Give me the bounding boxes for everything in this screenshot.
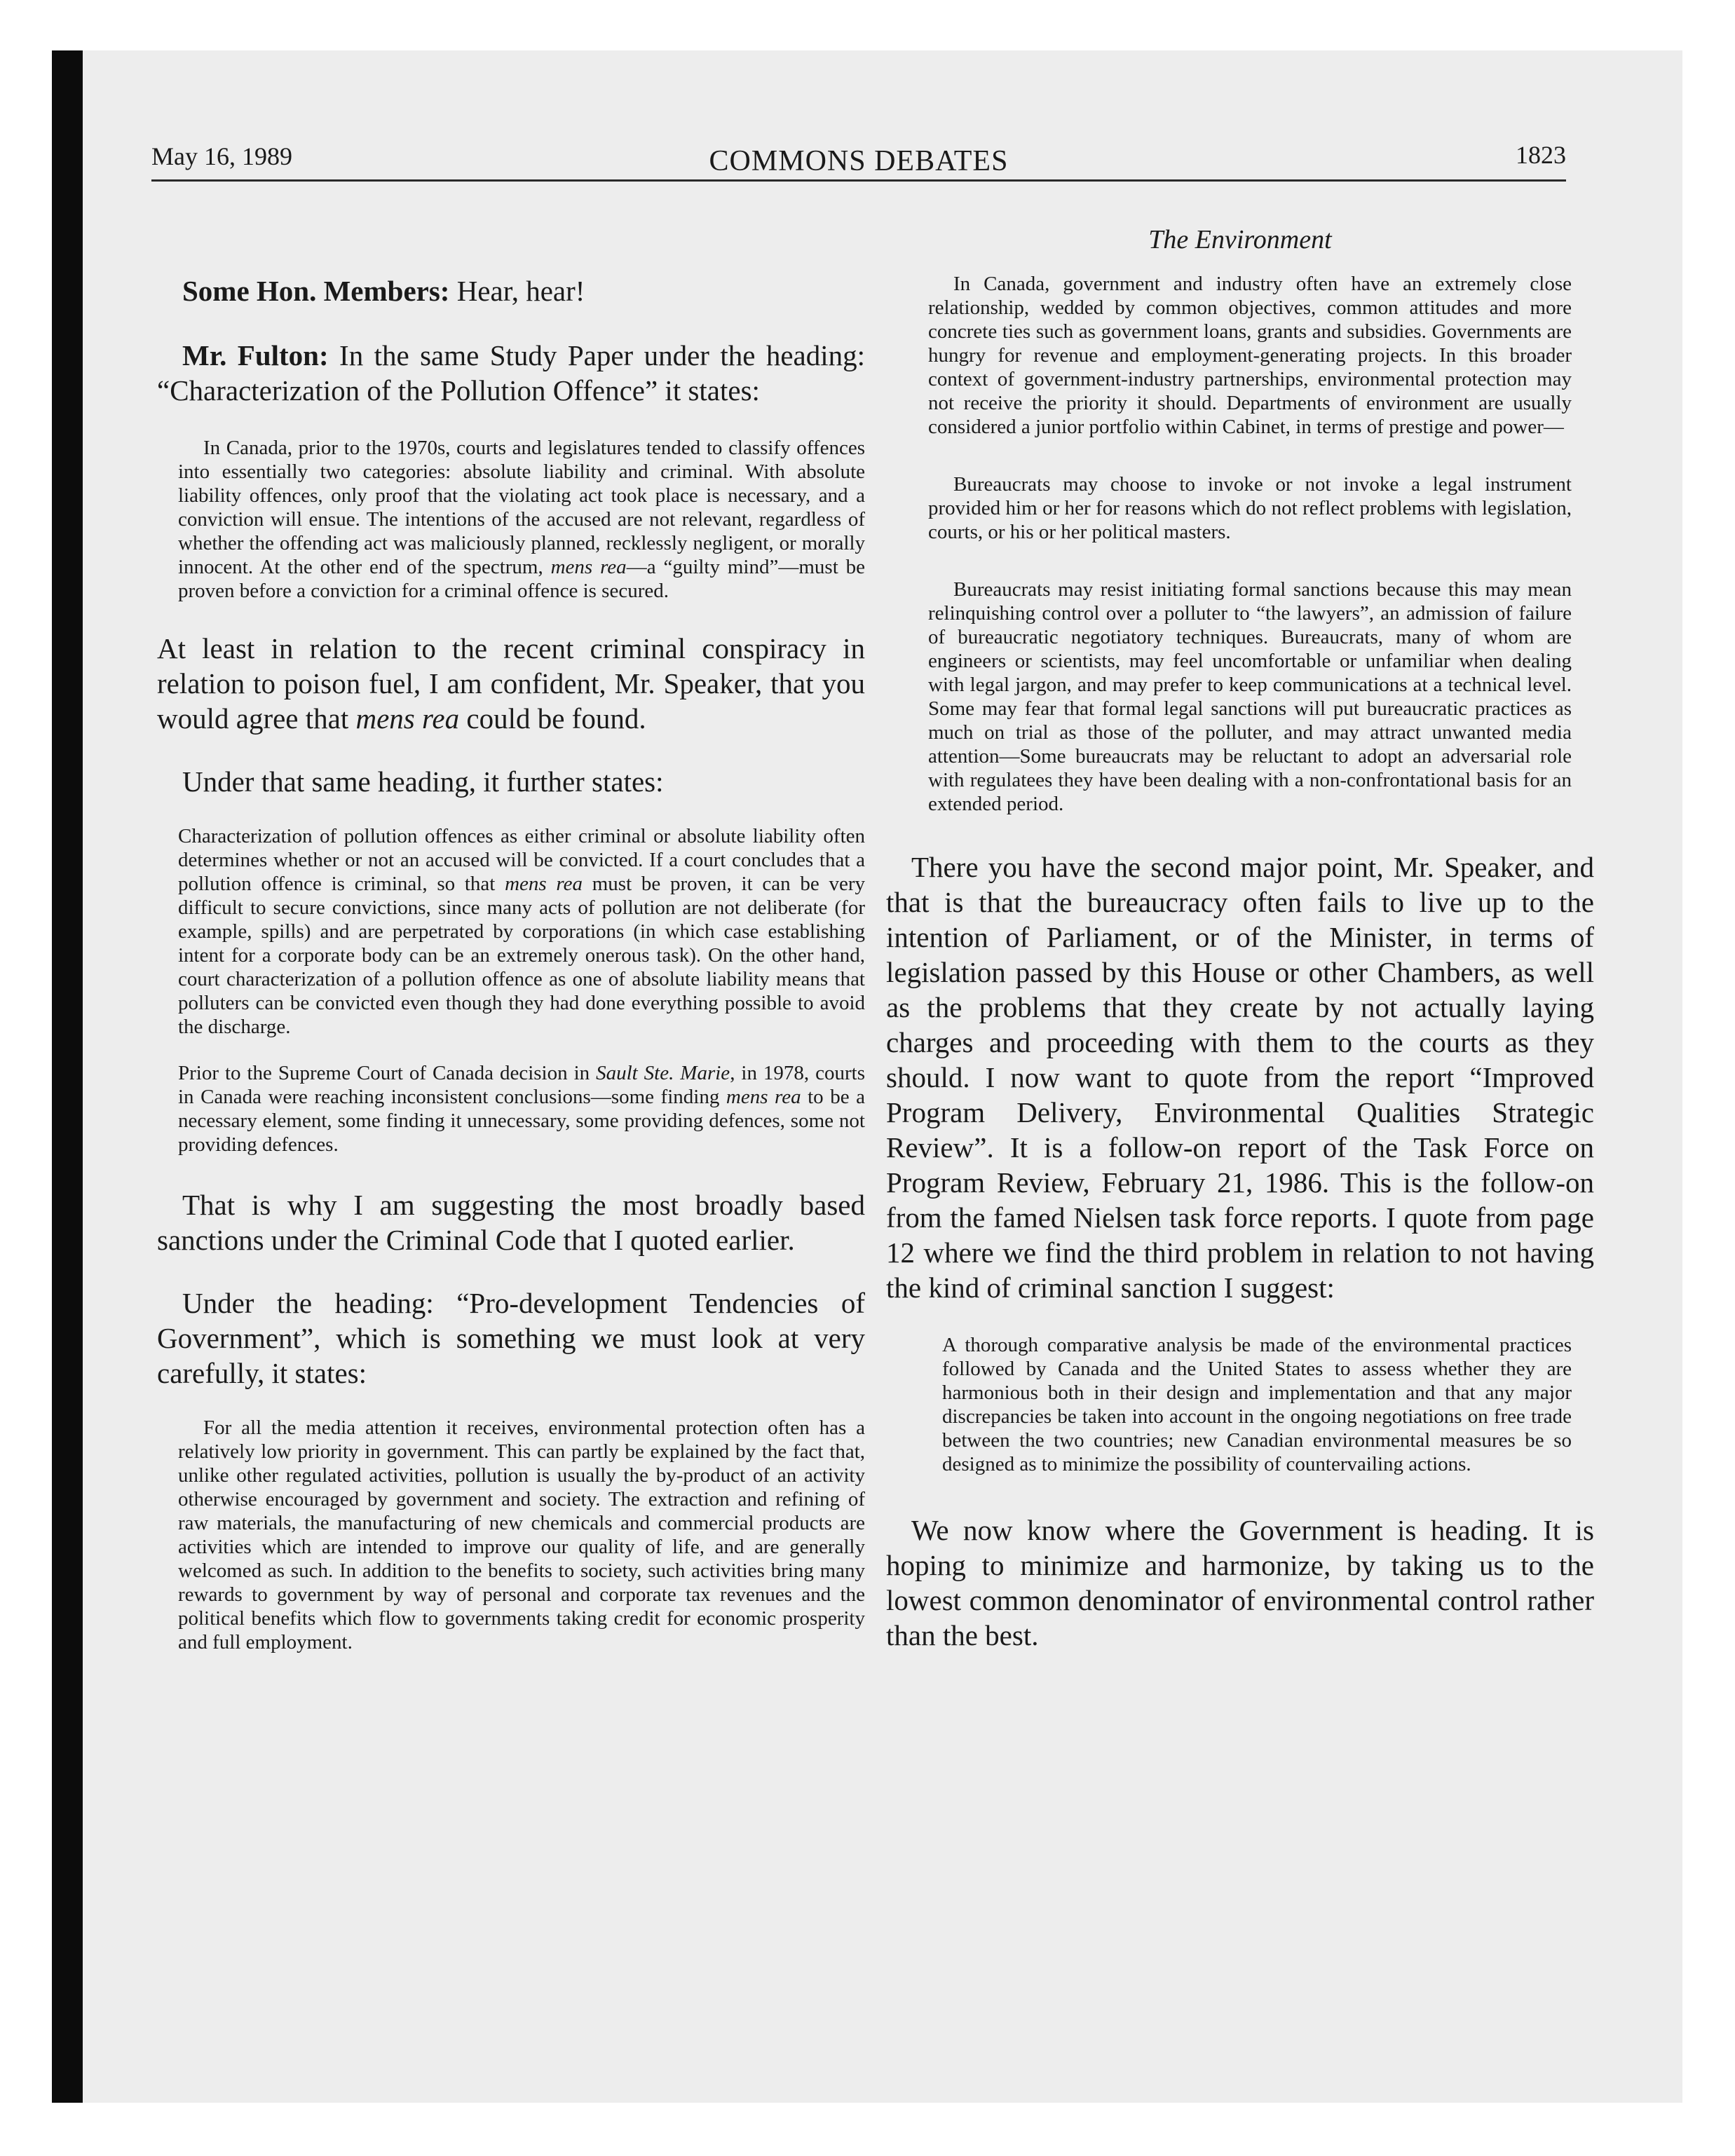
quote-bureaucrats-resist: Bureaucrats may resist initiating formal sanctions because this may mean relinquishing control over a polluter to “the lawyers”, an admission of failure of bureaucratic negotiatory techniques. Bureaucrats, many of whom are engineers or scientists, may feel uncomfortable or unfamiliar when dealing with legal jargon, and may prefer to keep communications at a technical level. Some may fear that formal legal sanctions will put bureaucratic practices as much on trial as those of the polluter, and may attract unwanted media attention—Some bureaucrats may be reluctant to adopt an adversarial role with regulatees they have been dealing with a non-confrontational basis for an extended period. (928, 578, 1572, 815)
paragraph-fulton (157, 338, 865, 408)
speech-text: In the same Study Paper under the heading: “Characterization of the Pollution Offence” it states: (157, 339, 866, 407)
header-page-number: 1823 (1516, 141, 1566, 169)
speaker-name: Mr. Fulton: (182, 339, 329, 371)
quote-government-industry: In Canada, government and industry often have an extremely close relationship, wedded by common objectives, common attitudes and more concrete ties such as government loans, grants and subsidies. Governments are hungry for revenue and employment-generating projects. In this broader context of government-industry partnerships, environmental protection may not receive the priority it should. Departments of environment are usually considered a junior portfolio within Cabinet, in terms of prestige and power— (928, 273, 1572, 438)
paragraph-further-states: Under that same heading, it further states: (182, 765, 664, 798)
left-column (157, 224, 865, 1654)
header-rule (151, 179, 1566, 182)
quote-sault-ste-marie: Prior to the Supreme Court of Canada decision in Sault Ste. Marie, in 1978, courts in Canada were reaching inconsistent conclusions—some finding mens rea to be a necessary element, some finding it unnecessary, some providing defences, some not providing defences. (178, 1062, 865, 1156)
right-column (886, 224, 1594, 1653)
speaker-name: Some Hon. Members: (182, 275, 450, 307)
paragraph-mens-rea: At least in relation to the recent criminal conspiracy in relation to poison fuel, I am confident, Mr. Speaker, that you would agree that mens rea could be found. (157, 632, 865, 735)
paragraph-broadly-based: That is why I am suggesting the most broadly based sanctions under the Criminal Code that I quoted earlier. (157, 1189, 865, 1256)
quote-characterization: In Canada, prior to the 1970s, courts and legislatures tended to classify offences into essentially two categories: absolute liability and criminal. With absolute liability offences, only proof that the violating act took place is necessary, and a conviction will ensue. The intentions of the accused are not relevant, regardless of whether the offending act was maliciously planned, recklessly negligent, or morally innocent. At the other end of the spectrum, mens rea—a “guilty mind”—must be proven before a conviction for a criminal offence is secured. (178, 437, 866, 602)
page-header (151, 133, 1566, 182)
paragraph-hear-hear (157, 273, 865, 308)
quote-media-attention: For all the media attention it receives, environmental protection often has a relatively low priority in government. This can partly be explained by the fact that, unlike other regulated activities, pollution is usually the by-product of an activity otherwise encouraged by government and society. The extraction and refining of raw materials, the manufacturing of new chemicals and commercial products are activities which are intended to improve our quality of life, and are generally welcomed as such. In addition to the benefits to society, such activities bring many rewards to government by way of personal and corporate tax revenues and the political benefits which flow to governments taking credit for economic prosperity and full employment. (178, 1417, 865, 1653)
binding-edge (52, 50, 83, 2103)
quote-comparative-analysis: A thorough comparative analysis be made of the environmental practices followed by Canada and the United States to assess whether they are harmonious both in their design and implementation and that any major discrepancies be taken into account in the ongoing negotiations on free trade between the two countries; new Canadian environmental measures be so designed as to minimize the possibility of countervailing actions. (942, 1334, 1572, 1475)
header-title: COMMONS DEBATES (709, 145, 1009, 177)
paragraph-government-heading: We now know where the Government is heading. It is hoping to minimize and harmonize, by taking us to the lowest common denominator of environmental control rather than the best. (886, 1514, 1594, 1651)
paragraph-pro-development: Under the heading: “Pro-development Tendencies of Government”, which is something we must look at very carefully, it states: (157, 1287, 865, 1389)
speech-text: Hear, hear! (456, 275, 585, 307)
header-date: May 16, 1989 (151, 142, 292, 170)
section-heading: The Environment (1148, 225, 1332, 254)
quote-characterization-2: Characterization of pollution offences as either criminal or absolute liability often determines whether or not an accused will be convicted. If a court concludes that a pollution offence is criminal, so that mens rea must be proven, it can be very difficult to secure convictions, since many acts of pollution are not deliberate (for example, spills) and are perpetrated by corporations (in which case establishing intent for a corporate body can be an extremely onerous task). On the other hand, court characterization of a pollution offence as one of absolute liability means that polluters can be convicted even though they had done everything possible to avoid the discharge. (178, 825, 865, 1038)
paragraph-second-major-point: There you have the second major point, Mr. Speaker, and that is that the bureaucracy often fails to live up to the intention of Parliament, or of the Minister, in terms of legislation passed by this House or other Chambers, as well as the problems that they create by not actually laying charges and proceeding with them to the courts as they should. I now want to quote from the report “Improved Program Delivery, Environmental Qualities Strategic Review”. It is a follow-on report of the Task Force on Program Review, February 21, 1986. This is the follow-on from the famed Nielsen task force reports. I quote from page 12 where we find the third problem in relation to not having the kind of criminal sanction I suggest: (886, 851, 1594, 1304)
quote-bureaucrats-invoke: Bureaucrats may choose to invoke or not invoke a legal instrument provided him or her for reasons which do not reflect problems with legislation, courts, or his or her political masters. (928, 473, 1572, 543)
